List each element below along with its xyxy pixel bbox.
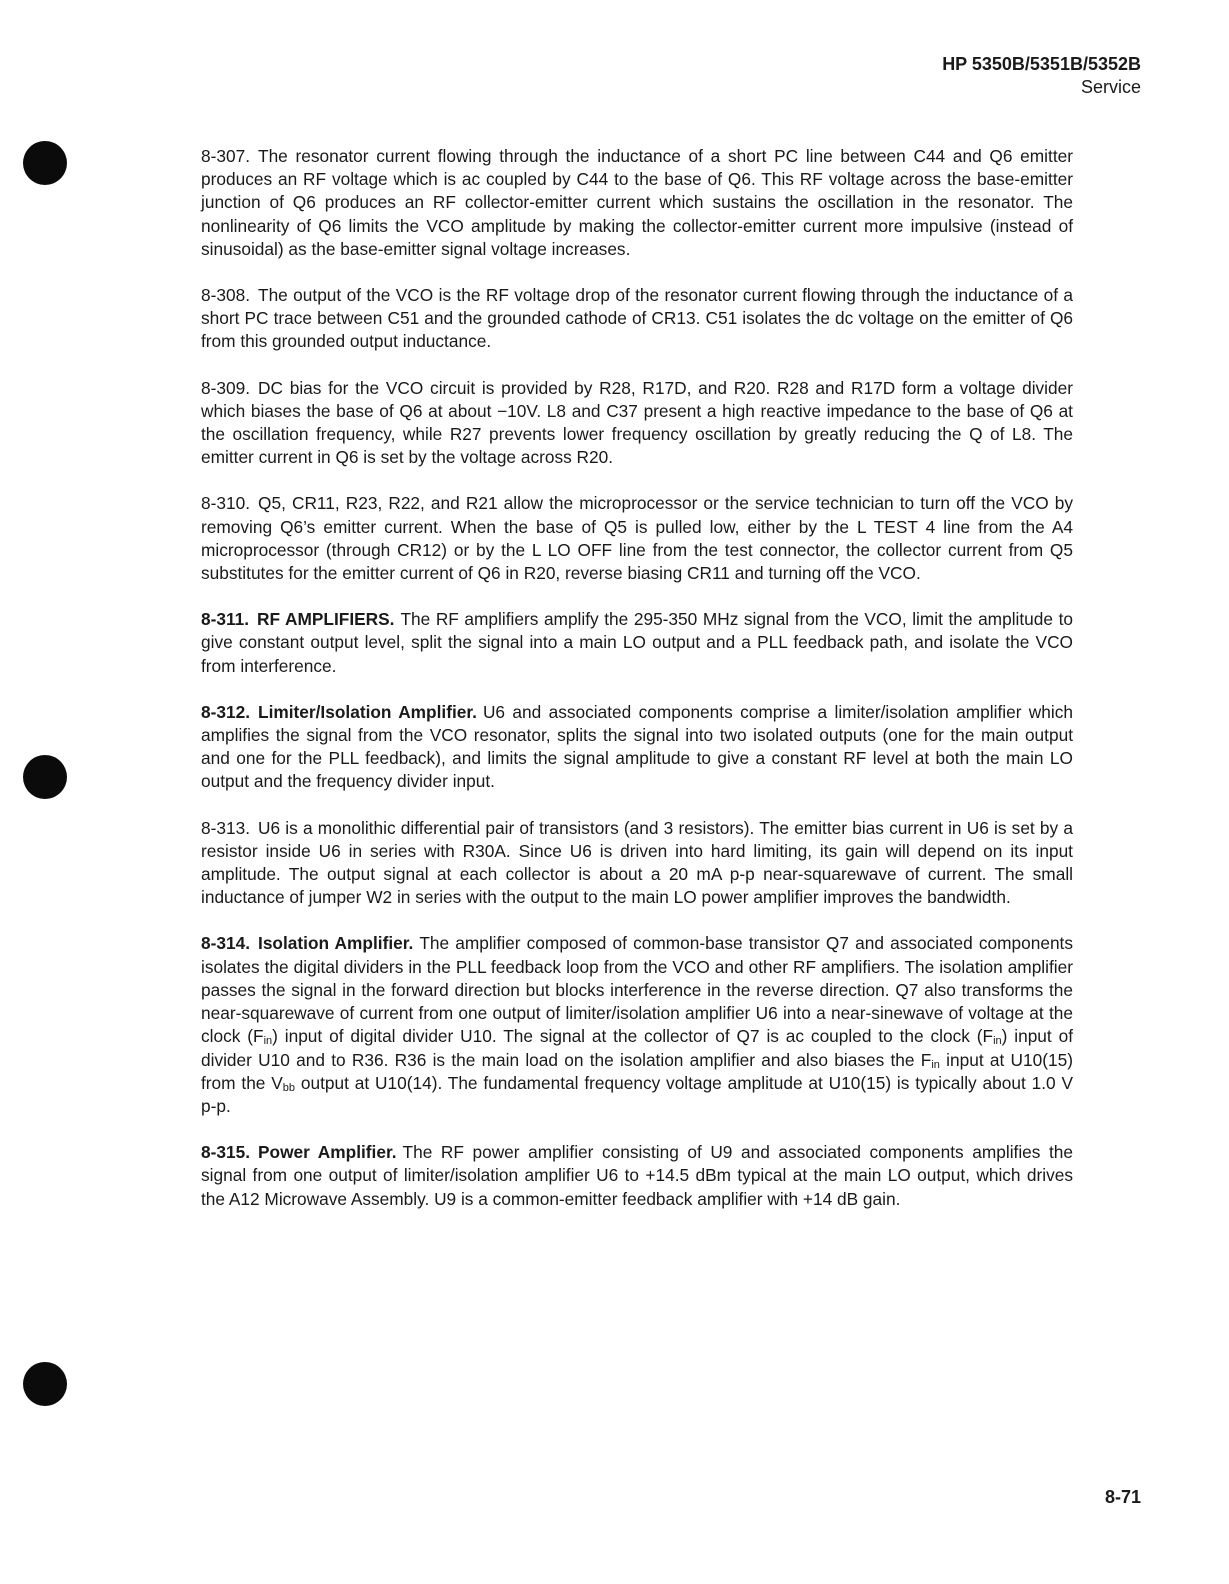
paragraph-heading: Power Amplifier. <box>258 1142 397 1163</box>
paragraph-8-308 <box>201 284 1073 354</box>
paragraph-number: 8-315. <box>201 1142 251 1163</box>
symbol-vbb: $V_{bb}$ <box>271 1072 296 1094</box>
paragraph-number: 8-314. <box>201 933 251 954</box>
page-header <box>942 53 1141 99</box>
paragraph-number: 8-310. <box>201 493 251 514</box>
paragraph-number: 8-313. <box>201 817 251 838</box>
symbol-fin: $F_{in}$ <box>253 1026 273 1048</box>
paragraph-text: input at U10(15) from the <box>201 1049 1073 1093</box>
symbol-fin: $F_{in}$ <box>920 1049 940 1071</box>
paragraph-text: U6 is a monolithic differential pair of transistors (and 3 resistors). The emitter bias current in U6 is set by a resistor inside U6 in series with R30A. Since U6 is driven into hard limiting, its gain will depend on its input amplitude. The output signal at each collector is about a 20 mA p-p near-squarewave of current. The small inductance of jumper W2 in series with the output to the main LO power amplifier improves the bandwidth. <box>201 817 1073 908</box>
paragraph-8-314 <box>201 932 1073 1118</box>
paragraph-heading: Limiter/Isolation Amplifier. <box>258 701 477 722</box>
paragraph-text: The RF power amplifier consisting of U9 and associated components amplifies the signal from one output of limiter/isolation amplifier U6 to +14.5 dBm typical at the main LO output, which drives the A12 Microwave Assembly. U9 is a common-emitter feedback amplifier with +14 dB gain. <box>201 1142 1074 1209</box>
paragraph-text: The output of the VCO is the RF voltage drop of the resonator current flowing through the inductance of a short PC trace between C51 and the grounded cathode of CR13. C51 isolates the dc voltage on the emitter of Q6 from this grounded output inductance. <box>201 285 1073 352</box>
paragraph-number: 8-309. <box>201 377 251 398</box>
paragraph-text: U6 and associated components comprise a limiter/isolation amplifier which amplifies the signal from the VCO resonator, splits the signal into two isolated outputs (one for the main output and one for the PLL feedback), and limits the signal amplitude to give a constant RF level at both the main LO output and the frequency divider input. <box>201 701 1073 792</box>
paragraph-text: ) input of divider U10 and to R36. R36 is the main load on the isolation amplifier and also biases the <box>201 1026 1073 1070</box>
paragraph-text: The RF amplifiers amplify the 295-350 MHz signal from the VCO, limit the amplitude to give constant output level, split the signal into a main LO output and a PLL feedback path, and isolate the VCO from interference. <box>201 609 1073 676</box>
binder-hole-top <box>23 141 67 185</box>
binder-hole-bottom <box>23 1362 67 1406</box>
paragraph-number: 8-311. <box>201 609 250 630</box>
paragraph-text: The resonator current flowing through the inductance of a short PC line between C44 and Q6 emitter produces an RF voltage which is ac coupled by C44 to the base of Q6. This RF voltage across the base-emitter junction of Q6 produces an RF collector-emitter current which sustains the oscillation in the resonator. The nonlinearity of Q6 limits the VCO amplitude by making the collector-emitter current more impulsive (instead of sinusoidal) as the base-emitter signal voltage increases. <box>201 146 1073 259</box>
page-number: 8-71 <box>1104 1487 1141 1507</box>
paragraph-text: The amplifier composed of common-base transistor Q7 and associated components isolates the digital dividers in the PLL feedback loop from the VCO and other RF amplifiers. The isolation amplifier passes the signal in the forward direction but blocks interference in the reverse direction. Q7 also transforms the near-squarewave of current from one output of limiter/isolation amplifier U6 into a near-sinewave of voltage at the clock ( <box>201 933 1073 1047</box>
paragraph-text: ) input of digital divider U10. The signal at the collector of Q7 is ac coupled to the clock ( <box>272 1026 983 1047</box>
symbol-fin: $F_{in}$ <box>982 1026 1002 1048</box>
paragraph-number: 8-308. <box>201 285 251 306</box>
document-body <box>201 145 1073 1234</box>
paragraph-text: output at U10(14). The fundamental frequency voltage amplitude at U10(15) is typically about 1.0 V p-p. <box>201 1072 1073 1116</box>
binder-hole-middle <box>23 755 67 799</box>
paragraph-text: Q5, CR11, R23, R22, and R21 allow the microprocessor or the service technician to turn off the VCO by removing Q6’s emitter current. When the base of Q5 is pulled low, either by the L TEST 4 line from the A4 microprocessor (through CR12) or by the L LO OFF line from the test connector, the collector current from Q5 substitutes for the emitter current of Q6 in R20, reverse biasing CR11 and turning off the VCO. <box>201 493 1073 584</box>
paragraph-8-312 <box>201 701 1073 794</box>
paragraph-8-311 <box>201 608 1073 678</box>
section-label: Service <box>1080 77 1141 97</box>
paragraph-8-313 <box>201 817 1073 910</box>
paragraph-heading: RF AMPLIFIERS. <box>257 609 395 630</box>
paragraph-heading: Isolation Amplifier. <box>258 933 414 954</box>
paragraph-8-307 <box>201 145 1073 261</box>
paragraph-text: DC bias for the VCO circuit is provided by R28, R17D, and R20. R28 and R17D form a voltage divider which biases the base of Q6 at about −10V. L8 and C37 present a high reactive impedance to the base of Q6 at the oscillation frequency, while R27 prevents lower frequency oscillation by greatly reducing the Q of L8. The emitter current in Q6 is set by the voltage across R20. <box>201 377 1073 468</box>
paragraph-8-315 <box>201 1141 1073 1211</box>
paragraph-number: 8-307. <box>201 146 251 166</box>
model-number: HP 5350B/5351B/5352B <box>942 54 1141 74</box>
paragraph-number: 8-312. <box>201 701 251 722</box>
paragraph-8-310 <box>201 492 1073 585</box>
paragraph-8-309 <box>201 377 1073 470</box>
